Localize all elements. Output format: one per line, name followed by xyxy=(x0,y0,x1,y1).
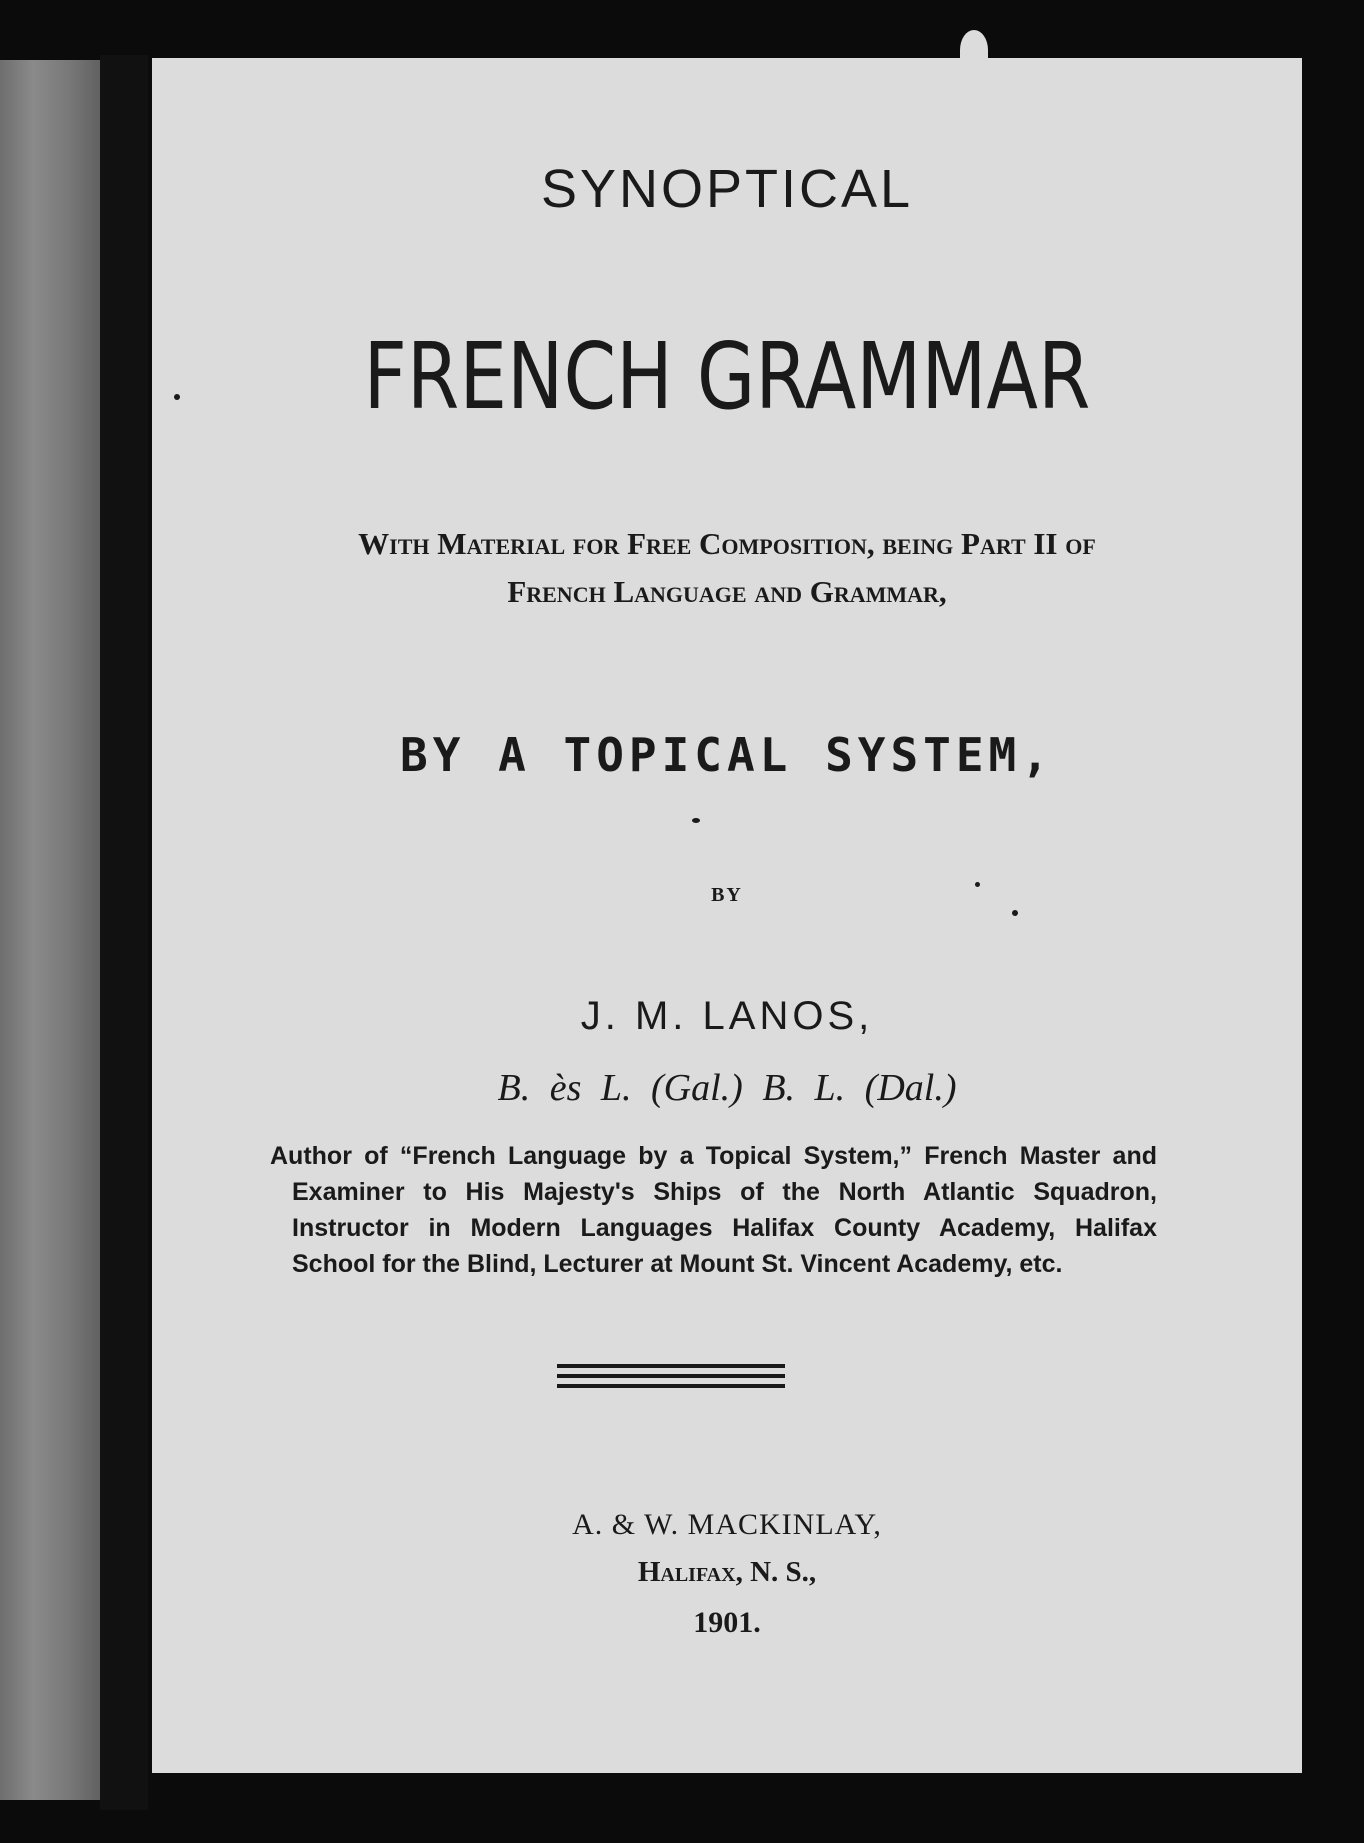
print-speck xyxy=(1012,910,1018,916)
author-degrees: B. ès L. (Gal.) B. L. (Dal.) xyxy=(497,1067,957,1109)
book-spine-shadow xyxy=(100,55,148,1810)
subtitle-line-2: French Language and Grammar, xyxy=(507,574,947,609)
decorative-rule-middle xyxy=(557,1374,785,1378)
decorative-rule-bottom xyxy=(557,1384,785,1388)
title-line-french-grammar: FRENCH GRAMMAR xyxy=(363,323,1091,430)
author-bio: Author of “French Language by a Topical System,” French Master and Examiner to His Majesty's Ships of the North Atlantic Squadron, Instructor in Modern Languages Halifax County Academy, Halifax School for the Blind, Lecturer at Mount St. Vincent Academy, etc. xyxy=(270,1142,1157,1278)
print-speck xyxy=(975,882,980,887)
publication-year: 1901. xyxy=(693,1606,761,1639)
print-speck xyxy=(692,818,700,823)
decorative-rule-top xyxy=(557,1364,785,1368)
title-page xyxy=(152,58,1302,1773)
book-cover-edge xyxy=(0,60,110,1800)
author-name: J. M. LANOS, xyxy=(580,994,874,1038)
subtitle xyxy=(192,520,1262,616)
subtitle-line-1: With Material for Free Composition, being Part II of xyxy=(358,526,1096,561)
title-line-synoptical: SYNOPTICAL xyxy=(540,159,914,219)
by-label: BY xyxy=(711,884,743,906)
publisher-name: A. & W. MACKINLAY, xyxy=(572,1508,882,1541)
topical-system-heading: BY A TOPICAL SYSTEM, xyxy=(400,728,1054,782)
print-speck xyxy=(174,394,180,400)
publication-place: Halifax, N. S., xyxy=(637,1556,817,1588)
